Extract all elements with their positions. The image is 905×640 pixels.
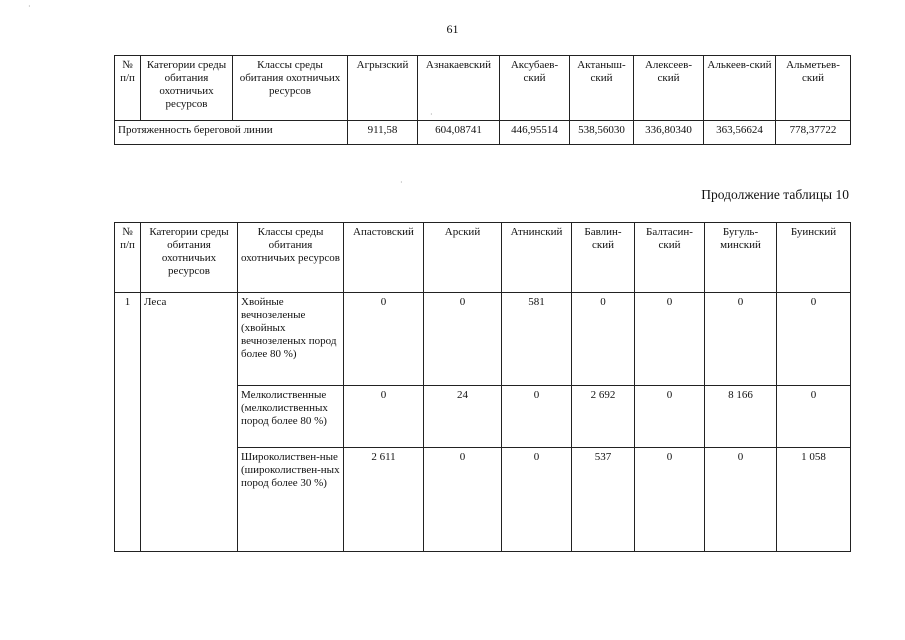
cell-value: 0 — [777, 386, 851, 448]
cell-value: 8 166 — [705, 386, 777, 448]
cell-value: 0 — [777, 293, 851, 386]
header-district: Бугуль-минский — [705, 223, 777, 293]
header-district: Арский — [424, 223, 502, 293]
row-class: Широколиствен-ные (широколиствен-ных пород более 30 %) — [238, 448, 344, 552]
cell-value: 0 — [572, 293, 635, 386]
coastline-table — [114, 55, 851, 145]
cell-value: 2 692 — [572, 386, 635, 448]
header-district: Балтасин-ский — [635, 223, 705, 293]
cell-value: 0 — [502, 386, 572, 448]
cell-value: 0 — [705, 448, 777, 552]
row-label: Протяженность береговой линии — [115, 121, 348, 145]
header-num: № п/п — [115, 223, 141, 293]
header-district: Алькеев-ский — [704, 56, 776, 121]
cell-value: 363,56624 — [704, 121, 776, 145]
header-district: Актаныш-ский — [570, 56, 634, 121]
cell-value: 0 — [424, 448, 502, 552]
cell-value: 538,56030 — [570, 121, 634, 145]
cell-value: 0 — [635, 386, 705, 448]
scan-mark: · — [430, 110, 433, 119]
row-class: Мелколиственные (мелколиственных пород более 80 %) — [238, 386, 344, 448]
cell-value: 0 — [502, 448, 572, 552]
cell-value: 911,58 — [348, 121, 418, 145]
row-num: 1 — [115, 293, 141, 552]
table-header-row — [115, 56, 851, 121]
cell-value: 0 — [635, 448, 705, 552]
scan-mark: · — [28, 2, 31, 11]
page-number: 61 — [446, 22, 459, 36]
header-num: № п/п — [115, 56, 141, 121]
header-district: Бавлин-ский — [572, 223, 635, 293]
header-classes: Классы среды обитания охотничьих ресурсов — [238, 223, 344, 293]
header-district: Буинский — [777, 223, 851, 293]
cell-value: 1 058 — [777, 448, 851, 552]
table-row — [115, 293, 851, 386]
row-category: Леса — [141, 293, 238, 552]
cell-value: 24 — [424, 386, 502, 448]
cell-value: 0 — [705, 293, 777, 386]
header-district: Алексеев-ский — [634, 56, 704, 121]
cell-value: 2 611 — [344, 448, 424, 552]
cell-value: 336,80340 — [634, 121, 704, 145]
cell-value: 0 — [424, 293, 502, 386]
header-district: Азнакаевский — [418, 56, 500, 121]
cell-value: 0 — [344, 386, 424, 448]
forest-habitat-table — [114, 222, 851, 552]
cell-value: 446,95514 — [500, 121, 570, 145]
header-category: Категории среды обитания охотничьих ресурсов — [141, 223, 238, 293]
table-header-row — [115, 223, 851, 293]
header-district: Аксубаев-ский — [500, 56, 570, 121]
table-caption: Продолжение таблицы 10 — [701, 187, 849, 202]
cell-value: 537 — [572, 448, 635, 552]
cell-value: 778,37722 — [776, 121, 851, 145]
header-district: Агрызский — [348, 56, 418, 121]
scan-mark: · — [400, 178, 403, 187]
header-district: Апастовский — [344, 223, 424, 293]
header-district: Атнинский — [502, 223, 572, 293]
header-category: Категории среды обитания охотничьих ресурсов — [141, 56, 233, 121]
header-classes: Классы среды обитания охотничьих ресурсов — [233, 56, 348, 121]
cell-value: 581 — [502, 293, 572, 386]
row-class: Хвойные вечнозеленые (хвойных вечнозеленых пород более 80 %) — [238, 293, 344, 386]
header-district: Альметьев-ский — [776, 56, 851, 121]
cell-value: 0 — [635, 293, 705, 386]
table-row — [115, 121, 851, 145]
cell-value: 0 — [344, 293, 424, 386]
cell-value: 604,08741 — [418, 121, 500, 145]
